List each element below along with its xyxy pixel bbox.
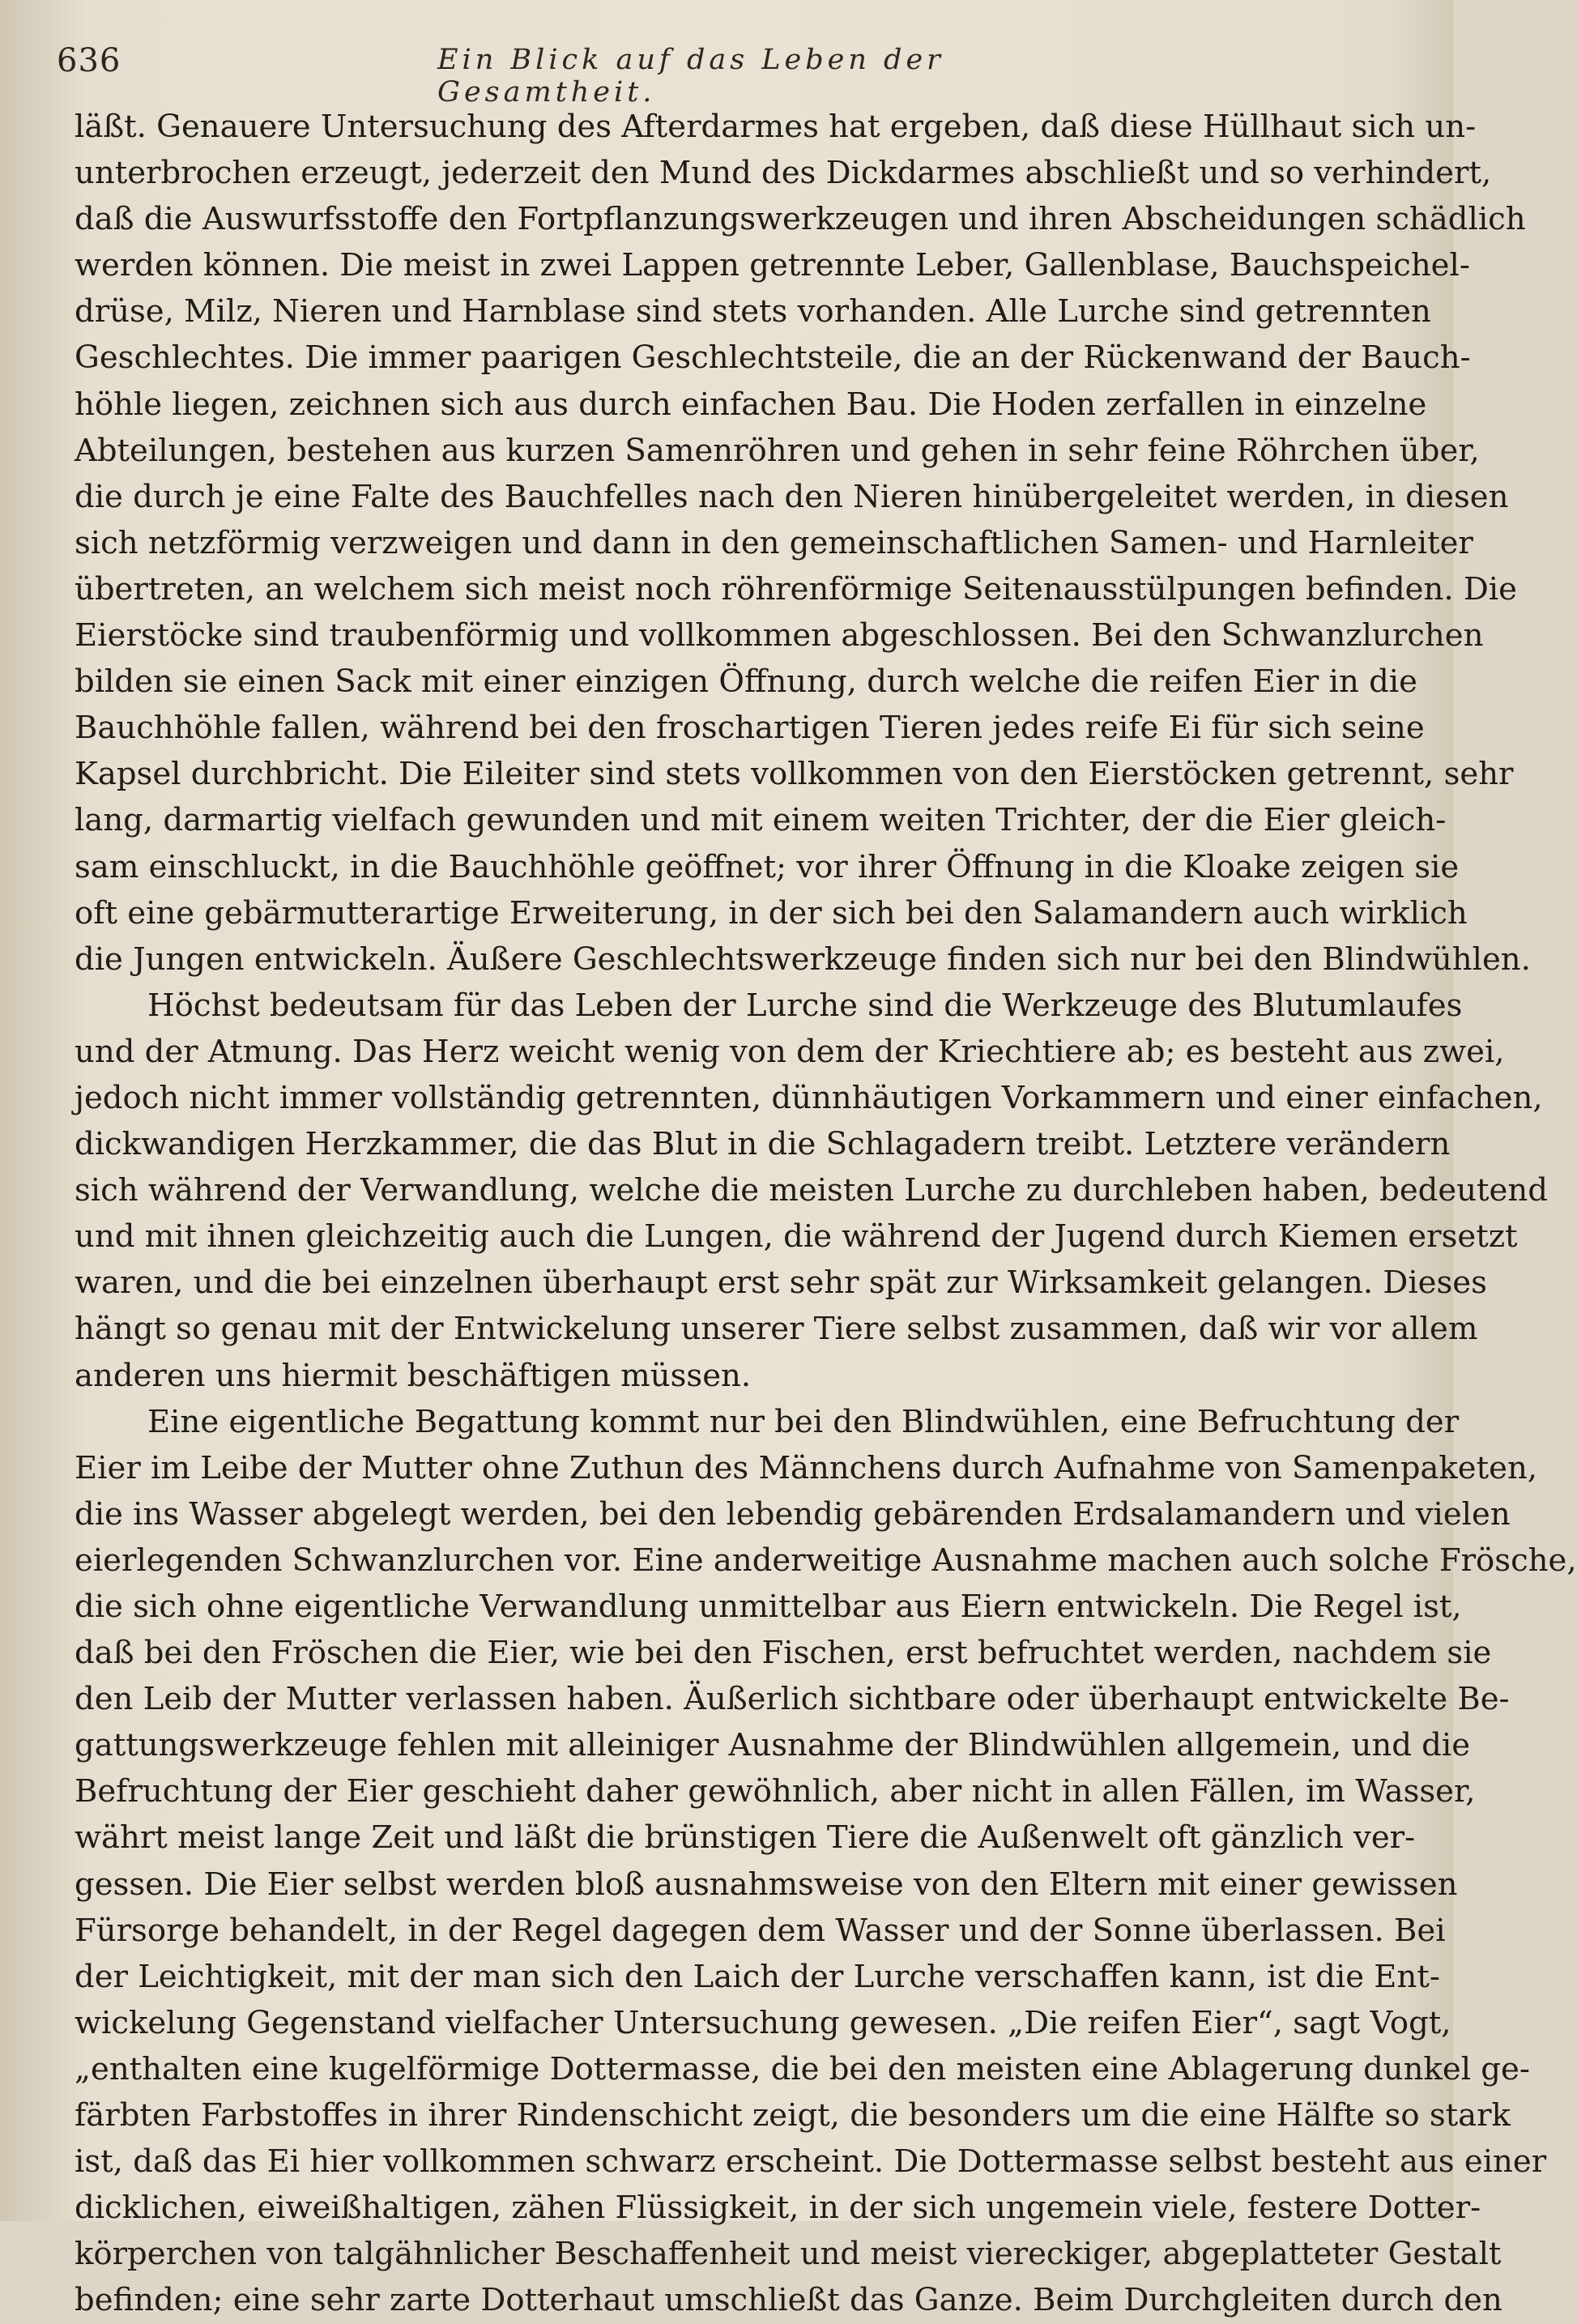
text-line: wickelung Gegenstand vielfacher Untersuchung gewesen. „Die reifen Eier“, sagt Vogt,	[75, 2004, 1451, 2041]
text-line: Fürsorge behandelt, in der Regel dagegen dem Wasser und der Sonne überlassen. Bei	[75, 1912, 1446, 1949]
text-line: bilden sie einen Sack mit einer einzigen Öffnung, durch welche die reifen Eier in die	[75, 663, 1417, 701]
text-line: gessen. Die Eier selbst werden bloß ausnahmsweise von den Eltern mit einer gewissen	[75, 1866, 1458, 1903]
text-line: „enthalten eine kugelförmige Dottermasse, die bei den meisten eine Ablagerung dunkel ge-	[75, 2050, 1530, 2087]
text-line: lang, darmartig vielfach gewunden und mit einem weiten Trichter, der die Eier gleich-	[75, 802, 1447, 839]
text-line: die durch je eine Falte des Bauchfelles nach den Nieren hinübergeleitet werden, in diesen	[75, 478, 1509, 515]
text-line: sich während der Verwandlung, welche die meisten Lurche zu durchleben haben, bedeutend	[75, 1172, 1548, 1209]
text-line: befinden; eine sehr zarte Dotterhaut umschließt das Ganze. Beim Durchgleiten durch den	[75, 2282, 1502, 2319]
text-line: und mit ihnen gleichzeitig auch die Lungen, die während der Jugend durch Kiemen ersetzt	[75, 1218, 1518, 1256]
text-line: Kapsel durchbricht. Die Eileiter sind stets vollkommen von den Eierstöcken getrennt, sehr	[75, 756, 1514, 793]
text-line: sich netzförmig verzweigen und dann in den gemeinschaftlichen Samen- und Harnleiter	[75, 524, 1473, 561]
page-header	[57, 37, 1385, 109]
text-line: dicklichen, eiweißhaltigen, zähen Flüssigkeit, in der sich ungemein viele, festere Dotter-	[75, 2190, 1481, 2227]
text-line: die sich ohne eigentliche Verwandlung unmittelbar aus Eiern entwickeln. Die Regel ist,	[75, 1588, 1462, 1625]
text-line: färbten Farbstoffes in ihrer Rindenschicht zeigt, die besonders um die eine Hälfte so stark	[75, 2097, 1511, 2134]
text-line: Eier im Leibe der Mutter ohne Zuthun des Männchens durch Aufnahme von Samenpaketen,	[75, 1449, 1538, 1486]
text-line: ist, daß das Ei hier vollkommen schwarz erscheint. Die Dottermasse selbst besteht aus einer	[75, 2143, 1547, 2181]
running-head: Ein Blick auf das Leben der Gesamtheit.	[437, 44, 944, 109]
text-line: oft eine gebärmutterartige Erweiterung, in der sich bei den Salamandern auch wirklich	[75, 894, 1468, 932]
body-text	[75, 104, 1577, 2324]
text-line: Abteilungen, bestehen aus kurzen Samenröhren und gehen in sehr feine Röhrchen über,	[75, 432, 1480, 469]
text-line: und der Atmung. Das Herz weicht wenig von dem der Kriechtiere ab; es besteht aus zwei,	[75, 1033, 1505, 1070]
text-line: dickwandigen Herzkammer, die das Blut in die Schlagadern treibt. Letztere verändern	[75, 1126, 1451, 1163]
text-line: daß die Auswurfsstoffe den Fortpflanzungswerkzeugen und ihren Abscheidungen schädlich	[75, 201, 1526, 238]
text-line: Befruchtung der Eier geschieht daher gewöhnlich, aber nicht in allen Fällen, im Wasser,	[75, 1773, 1476, 1810]
text-line: anderen uns hiermit beschäftigen müssen.	[75, 1357, 752, 1394]
text-line: sam einschluckt, in die Bauchhöhle geöffnet; vor ihrer Öffnung in die Kloake zeigen sie	[75, 848, 1460, 885]
text-line: die ins Wasser abgelegt werden, bei den lebendig gebärenden Erdsalamandern und vielen	[75, 1495, 1511, 1533]
text-line: jedoch nicht immer vollständig getrennten, dünnhäutigen Vorkammern und einer einfachen,	[75, 1079, 1543, 1116]
text-line: eierlegenden Schwanzlurchen vor. Eine anderweitige Ausnahme machen auch solche Frösche,	[75, 1542, 1577, 1579]
text-line: daß bei den Fröschen die Eier, wie bei den Fischen, erst befruchtet werden, nachdem sie	[75, 1635, 1492, 1672]
text-line: werden können. Die meist in zwei Lappen getrennte Leber, Gallenblase, Bauchspeichel-	[75, 247, 1470, 284]
paragraph	[75, 983, 1548, 1399]
text-line: gattungswerkzeuge fehlen mit alleiniger Ausnahme der Blindwühlen allgemein, und die	[75, 1727, 1471, 1764]
text-line: körperchen von talgähnlicher Beschaffenheit und meist viereckiger, abgeplatteter Gestalt	[75, 2236, 1502, 2273]
text-line: währt meist lange Zeit und läßt die brünstigen Tiere die Außenwelt oft gänzlich ver-	[75, 1819, 1416, 1857]
paragraph	[75, 1399, 1577, 2324]
text-line: drüse, Milz, Nieren und Harnblase sind stets vorhanden. Alle Lurche sind getrennten	[75, 293, 1431, 330]
text-line: läßt. Genauere Untersuchung des Afterdarmes hat ergeben, daß diese Hüllhaut sich un-	[75, 109, 1477, 145]
text-line: hängt so genau mit der Entwickelung unserer Tiere selbst zusammen, daß wir vor allem	[75, 1311, 1478, 1348]
text-line: die Jungen entwickeln. Äußere Geschlechtswerkzeuge finden sich nur bei den Blindwühlen.	[75, 940, 1531, 978]
page-number: 636	[57, 42, 121, 79]
text-line: waren, und die bei einzelnen überhaupt erst sehr spät zur Wirksamkeit gelangen. Dieses	[75, 1264, 1487, 1302]
text-line: den Leib der Mutter verlassen haben. Äußerlich sichtbare oder überhaupt entwickelte Be-	[75, 1681, 1510, 1718]
text-line: Geschlechtes. Die immer paarigen Geschlechtsteile, die an der Rückenwand der Bauch-	[75, 339, 1471, 377]
text-line: übertreten, an welchem sich meist noch röhrenförmige Seitenausstülpungen befinden. Die	[75, 570, 1517, 608]
text-line: Höchst bedeutsam für das Leben der Lurche sind die Werkzeuge des Blutumlaufes	[147, 987, 1463, 1024]
text-line: der Leichtigkeit, mit der man sich den Laich der Lurche verschaffen kann, ist die Ent-	[75, 1958, 1440, 1995]
text-line: Eine eigentliche Begattung kommt nur bei den Blindwühlen, eine Befruchtung der	[147, 1403, 1460, 1440]
text-line: höhle liegen, zeichnen sich aus durch einfachen Bau. Die Hoden zerfallen in einzelne	[75, 386, 1427, 423]
text-line: Eierstöcke sind traubenförmig und vollkommen abgeschlossen. Bei den Schwanzlurchen	[75, 617, 1484, 655]
paragraph	[75, 104, 1531, 983]
text-line: Bauchhöhle fallen, während bei den froschartigen Tieren jedes reife Ei für sich seine	[75, 710, 1425, 747]
text-line: unterbrochen erzeugt, jederzeit den Mund des Dickdarmes abschließt und so verhindert,	[75, 155, 1492, 192]
